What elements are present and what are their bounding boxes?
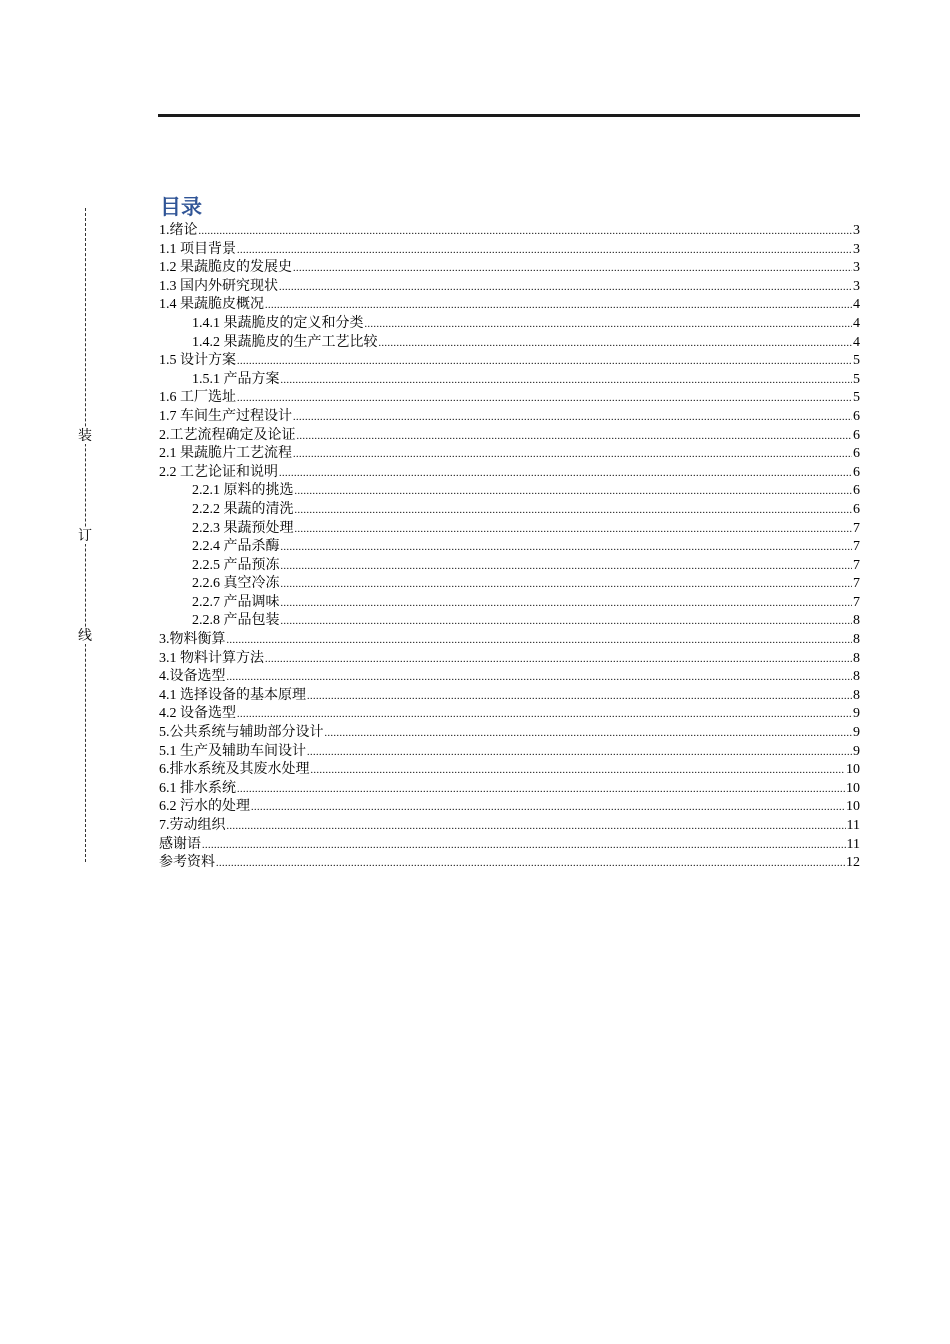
toc-dot-leader	[295, 501, 853, 520]
toc-entry-page-number: 9	[853, 725, 860, 741]
toc-entry-page-number: 3	[853, 223, 860, 238]
toc-entry-label: 5.1 生产及辅助车间设计	[159, 743, 306, 759]
toc-entry-label: 2.2.2 果蔬的清洗	[192, 501, 294, 517]
toc-entry[interactable]	[159, 724, 860, 743]
toc-dot-leader	[293, 259, 852, 278]
toc-title: 目录	[160, 195, 202, 219]
toc-dot-leader	[199, 222, 853, 241]
toc-entry-page-number: 9	[853, 743, 860, 759]
toc-dot-leader	[237, 389, 852, 408]
toc-dot-leader	[279, 278, 852, 297]
toc-dot-leader	[281, 371, 853, 390]
toc-entry-label: 4.设备选型	[159, 669, 226, 685]
toc-entry-label: 2.2.7 产品调味	[192, 594, 280, 610]
toc-entry[interactable]	[159, 296, 860, 315]
toc-entry-label: 1.6 工厂选址	[159, 390, 236, 406]
toc-entry-label: 1.5.1 产品方案	[192, 371, 280, 387]
toc-entry[interactable]	[159, 687, 860, 706]
toc-dot-leader	[279, 464, 852, 483]
toc-entry-label: 1.4 果蔬脆皮概况	[159, 297, 264, 313]
toc-dot-leader	[365, 315, 853, 334]
toc-dot-leader	[227, 668, 853, 687]
toc-dot-leader	[311, 761, 846, 780]
toc-entry-label: 2.2.6 真空冷冻	[192, 576, 280, 592]
toc-entry[interactable]	[159, 836, 860, 855]
toc-entry-page-number: 8	[853, 687, 860, 703]
toc-entry-page-number: 11	[846, 818, 860, 833]
toc-entry-page-number: 8	[853, 613, 860, 629]
toc-entry-label: 2.2.1 原料的挑选	[192, 483, 294, 499]
toc-dot-leader	[293, 445, 852, 464]
toc-entry[interactable]	[159, 538, 860, 557]
toc-entry-page-number: 12	[846, 855, 860, 871]
toc-entry[interactable]	[159, 705, 860, 724]
toc-entry-page-number: 7	[853, 557, 860, 573]
toc-entry-label: 1.绪论	[159, 223, 198, 238]
toc-entry-page-number: 3	[853, 278, 860, 294]
toc-entry-page-number: 6	[853, 446, 860, 462]
toc-entry[interactable]	[159, 501, 860, 520]
toc-entry[interactable]	[159, 854, 860, 873]
toc-entry-label: 感谢语	[159, 836, 201, 852]
binding-char-xian: 线	[78, 628, 92, 644]
toc-entry[interactable]	[159, 743, 860, 762]
toc-entry-label: 2.2.8 产品包装	[192, 613, 280, 629]
toc-entry-page-number: 9	[853, 706, 860, 722]
toc-entry-label: 1.4.1 果蔬脆皮的定义和分类	[192, 315, 364, 331]
toc-entry-page-number: 6	[853, 483, 860, 499]
toc-dot-leader	[227, 817, 846, 836]
toc-entry-label: 4.1 选择设备的基本原理	[159, 687, 306, 703]
toc-entry-page-number: 6	[853, 408, 860, 424]
toc-entry-label: 2.2.4 产品杀酶	[192, 539, 280, 555]
toc-dot-leader	[281, 612, 853, 631]
toc-dot-leader	[265, 650, 852, 669]
toc-entry[interactable]	[159, 315, 860, 334]
toc-dot-leader	[295, 482, 853, 501]
toc-entry[interactable]	[159, 371, 860, 390]
toc-entry[interactable]	[159, 408, 860, 427]
toc-entry-label: 1.2 果蔬脆皮的发展史	[159, 260, 292, 276]
toc-entry-page-number: 3	[853, 241, 860, 257]
toc-dot-leader	[202, 836, 846, 855]
toc-entry-label: 5.公共系统与辅助部分设计	[159, 725, 324, 741]
toc-entry[interactable]	[159, 278, 860, 297]
toc-entry[interactable]	[159, 817, 860, 836]
toc-dot-leader	[216, 854, 845, 873]
toc-entry-label: 6.1 排水系统	[159, 780, 236, 796]
toc-entry-label: 7.劳动组织	[159, 818, 226, 833]
toc-entry[interactable]	[159, 389, 860, 408]
binding-char-zhuang: 装	[78, 428, 92, 444]
toc-entry-page-number: 6	[853, 501, 860, 517]
toc-entry-label: 2.2.5 产品预冻	[192, 557, 280, 573]
toc-entry-label: 2.2.3 果蔬预处理	[192, 520, 294, 536]
toc-entry[interactable]	[159, 798, 860, 817]
toc-entry[interactable]	[159, 668, 860, 687]
toc-entry-page-number: 5	[853, 371, 860, 387]
toc-entry[interactable]	[159, 520, 860, 539]
toc-entry-page-number: 8	[853, 650, 860, 666]
toc-entry-page-number: 3	[853, 260, 860, 276]
toc-dot-leader	[237, 352, 852, 371]
toc-entry-label: 6.2 污水的处理	[159, 799, 250, 815]
toc-entry-label: 1.5 设计方案	[159, 353, 236, 369]
toc-entry-label: 1.1 项目背景	[159, 241, 236, 257]
toc-entry-label: 3.1 物料计算方法	[159, 650, 264, 666]
toc-entry-page-number: 10	[846, 780, 860, 796]
toc-entry-page-number: 7	[853, 576, 860, 592]
toc-entry[interactable]	[159, 482, 860, 501]
toc-entry[interactable]	[159, 334, 860, 353]
toc-dot-leader	[293, 408, 852, 427]
toc-entry-page-number: 5	[853, 390, 860, 406]
binding-margin	[78, 208, 92, 862]
toc-entry[interactable]	[159, 780, 860, 799]
toc-entry[interactable]	[159, 761, 860, 780]
toc-entry-label: 参考资料	[159, 855, 215, 871]
toc-entry[interactable]	[159, 557, 860, 576]
toc-entry-page-number: 4	[853, 297, 860, 313]
toc-entry[interactable]	[159, 631, 860, 650]
toc-entry-page-number: 5	[853, 353, 860, 369]
toc-dot-leader	[237, 241, 852, 260]
toc-entry-page-number: 8	[853, 669, 860, 685]
toc-entry-label: 2.工艺流程确定及论证	[159, 427, 296, 443]
toc-entry-page-number: 10	[846, 799, 860, 815]
toc-entry-label: 1.4.2 果蔬脆皮的生产工艺比较	[192, 334, 378, 350]
toc-entry-page-number: 7	[853, 594, 860, 610]
toc-entry-page-number: 11	[846, 836, 860, 852]
toc-dot-leader	[325, 724, 853, 743]
toc-entry[interactable]	[159, 445, 860, 464]
toc-dot-leader	[281, 575, 853, 594]
toc-entry-page-number: 6	[853, 464, 860, 480]
toc-entry-label: 2.2 工艺论证和说明	[159, 464, 278, 480]
toc-entry-page-number: 8	[853, 632, 860, 648]
toc-dot-leader	[237, 780, 845, 799]
toc-dot-leader	[307, 687, 852, 706]
toc-entry[interactable]	[159, 427, 860, 446]
toc-entry[interactable]	[159, 241, 860, 260]
toc-entry[interactable]	[159, 464, 860, 483]
toc-entry-label: 6.排水系统及其废水处理	[159, 762, 310, 778]
toc-entry-label: 1.3 国内外研究现状	[159, 278, 278, 294]
toc-dot-leader	[297, 427, 853, 446]
toc-dot-leader	[281, 557, 853, 576]
toc-dot-leader	[265, 296, 852, 315]
toc-entry[interactable]	[159, 222, 860, 241]
toc-entry-label: 4.2 设备选型	[159, 706, 236, 722]
toc-dot-leader	[237, 705, 852, 724]
toc-entry-page-number: 7	[853, 520, 860, 536]
toc-entry-label: 3.物料衡算	[159, 632, 226, 648]
toc-dot-leader	[281, 594, 853, 613]
toc-list	[159, 222, 860, 873]
toc-entry[interactable]	[159, 575, 860, 594]
toc-dot-leader	[307, 743, 852, 762]
toc-dot-leader	[227, 631, 853, 650]
toc-entry-page-number: 4	[853, 315, 860, 331]
toc-entry-label: 2.1 果蔬脆片工艺流程	[159, 446, 292, 462]
toc-entry[interactable]	[159, 352, 860, 371]
toc-entry[interactable]	[159, 650, 860, 669]
toc-dot-leader	[379, 334, 853, 353]
toc-entry-page-number: 10	[846, 762, 860, 778]
toc-entry-page-number: 4	[853, 334, 860, 350]
toc-dot-leader	[251, 798, 845, 817]
toc-entry[interactable]	[159, 594, 860, 613]
binding-char-ding: 订	[78, 528, 92, 544]
toc-entry-page-number: 6	[853, 427, 860, 443]
toc-entry-page-number: 7	[853, 539, 860, 555]
toc-entry[interactable]	[159, 259, 860, 278]
header-rule	[158, 114, 860, 117]
toc-entry-label: 1.7 车间生产过程设计	[159, 408, 292, 424]
toc-entry[interactable]	[159, 612, 860, 631]
toc-dot-leader	[281, 538, 853, 557]
toc-dot-leader	[295, 520, 853, 539]
